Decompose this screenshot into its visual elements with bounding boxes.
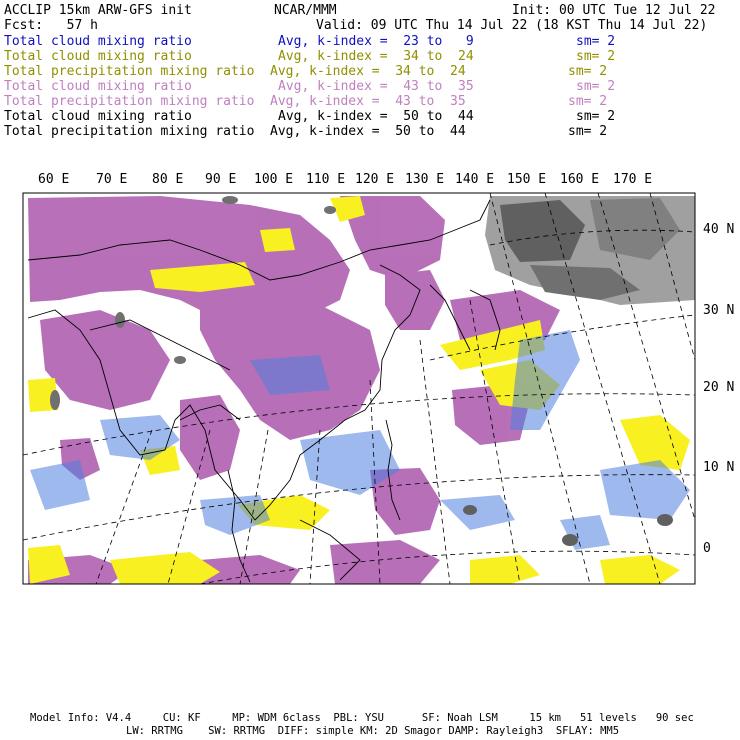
legend-sm: sm= 2 (568, 64, 608, 79)
legend-sm: sm= 2 (576, 49, 616, 64)
lon-label: 110 E (306, 172, 346, 187)
lat-label: 0 (703, 541, 711, 556)
legend-avg: Avg, k-index = 34 to 24 (270, 64, 466, 79)
center-label: NCAR/MMM (274, 3, 337, 18)
model-info-line2: LW: RRTMG SW: RRTMG DIFF: simple KM: 2D Smagor DAMP: Rayleigh3 SFLAY: MM5 (126, 725, 620, 737)
legend-field: Total cloud mixing ratio (4, 49, 192, 64)
legend-sm: sm= 2 (576, 109, 616, 124)
lat-label: 30 N (703, 303, 735, 318)
model-info-line1: Model Info: V4.4 CU: KF MP: WDM 6class PBL: YSU SF: Noah LSM 15 km 51 levels 90 sec (30, 712, 694, 724)
lat-label: 10 N (703, 460, 735, 475)
lon-label: 120 E (355, 172, 395, 187)
legend-sm: sm= 2 (568, 94, 608, 109)
lon-label: 70 E (96, 172, 128, 187)
legend-field: Total precipitation mixing ratio (4, 64, 255, 79)
lon-label: 80 E (152, 172, 184, 187)
lon-label: 100 E (254, 172, 294, 187)
lat-label: 20 N (703, 380, 735, 395)
valid-time: Valid: 09 UTC Thu 14 Jul 22 (18 KST Thu 14 Jul 22) (316, 18, 708, 33)
lon-label: 130 E (405, 172, 445, 187)
legend-field: Total cloud mixing ratio (4, 34, 192, 49)
legend-avg: Avg, k-index = 50 to 44 (278, 109, 474, 124)
model-title: ACCLIP 15km ARW-GFS init (4, 3, 192, 18)
legend-avg: Avg, k-index = 50 to 44 (270, 124, 466, 139)
lon-label: 170 E (613, 172, 653, 187)
lat-label: 40 N (703, 222, 735, 237)
lon-label: 60 E (38, 172, 70, 187)
lon-label: 160 E (560, 172, 600, 187)
legend-sm: sm= 2 (568, 124, 608, 139)
legend-sm: sm= 2 (576, 79, 616, 94)
lon-label: 150 E (507, 172, 547, 187)
legend-field: Total cloud mixing ratio (4, 79, 192, 94)
legend-avg: Avg, k-index = 43 to 35 (270, 94, 466, 109)
legend-sm: sm= 2 (576, 34, 616, 49)
forecast-hour: Fcst: 57 h (4, 18, 98, 33)
legend-avg: Avg, k-index = 43 to 35 (278, 79, 474, 94)
legend-avg: Avg, k-index = 34 to 24 (278, 49, 474, 64)
legend-field: Total cloud mixing ratio (4, 109, 192, 124)
legend-field: Total precipitation mixing ratio (4, 94, 255, 109)
lon-label: 140 E (455, 172, 495, 187)
init-time: Init: 00 UTC Tue 12 Jul 22 (512, 3, 716, 18)
lon-label: 90 E (205, 172, 237, 187)
legend-field: Total precipitation mixing ratio (4, 124, 255, 139)
legend-avg: Avg, k-index = 23 to 9 (278, 34, 474, 49)
